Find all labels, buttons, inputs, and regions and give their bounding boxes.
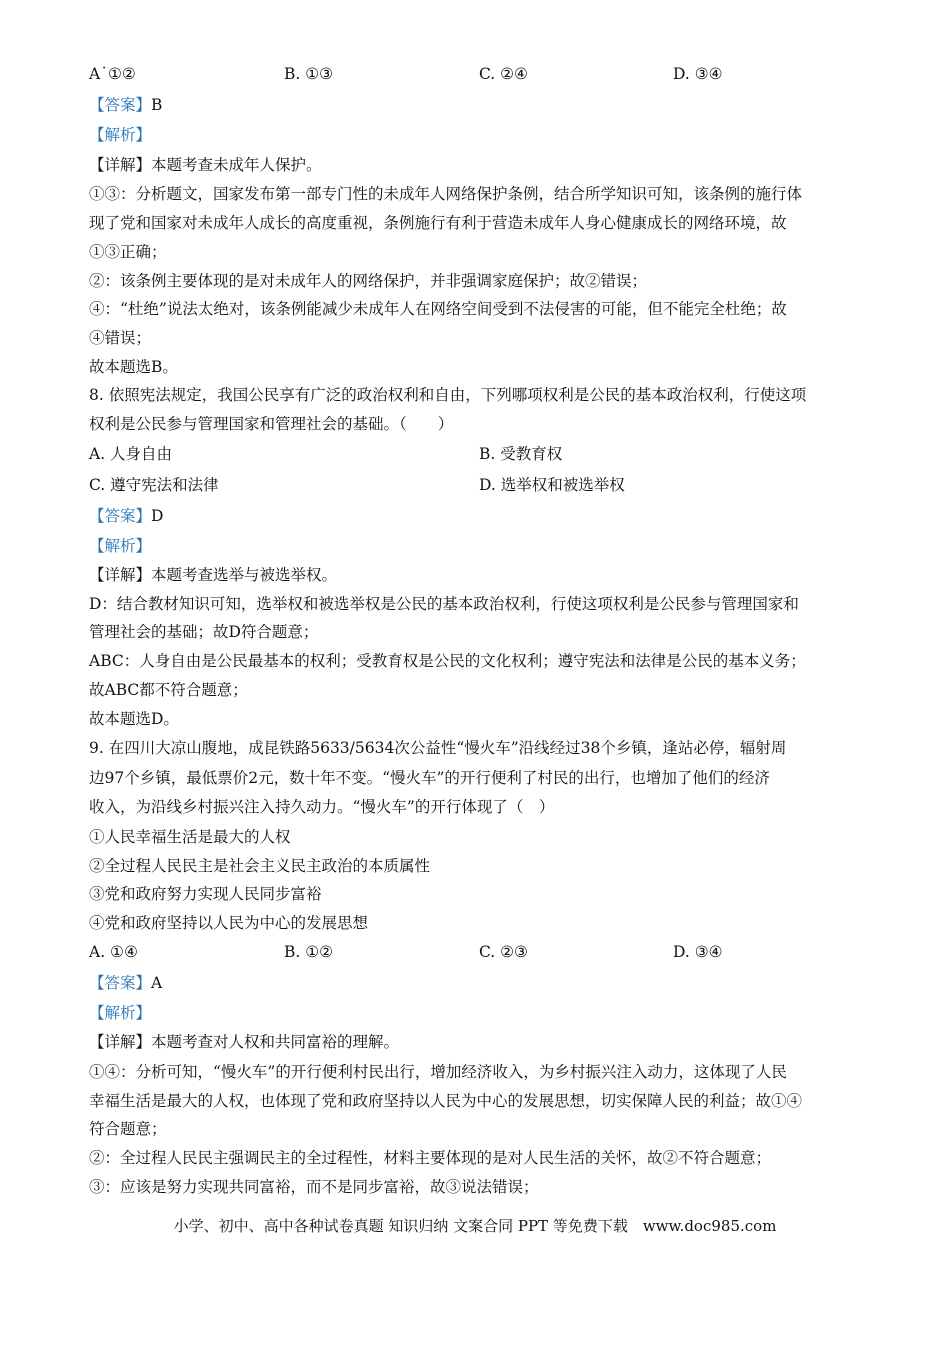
answer-tag: 【答案】 [89, 507, 152, 525]
detail-text: 本题考查未成年人保护。 [151, 156, 322, 174]
answer-value: D [151, 507, 164, 525]
page-footer: 小学、初中、高中各种试卷真题 知识归纳 文案合同 PPT 等免费下载 www.doc985.com [173, 1217, 777, 1235]
q9-analysis-tag: 【解析】 [89, 1004, 152, 1022]
q9-detail-line: ③：应该是努力实现共同富裕，而不是同步富裕，故③说法错误； [89, 1178, 539, 1196]
q8-detail-line: ABC：人身自由是公民最基本的权利；受教育权是公民的文化权利；遵守宪法和法律是公民的基本义务； [89, 652, 806, 670]
q7-detail-line: ④：“杜绝”说法太绝对，该条例能减少未成年人在网络空间受到不法侵害的可能，但不能完全杜绝；故 [89, 300, 787, 318]
q9-option-c: C. ②③ [479, 943, 528, 961]
q9-detail-line: ①④：分析可知，“慢火车”的开行便利村民出行，增加经济收入，为乡村振兴注入动力，这体现了人民 [89, 1063, 787, 1081]
q8-option-b: B. 受教育权 [479, 445, 563, 463]
q8-detail-line: 故本题选D。 [89, 710, 179, 728]
detail-tag: 【详解】 [89, 566, 152, 584]
q9-statement: ④党和政府坚持以人民为中心的发展思想 [89, 914, 369, 932]
q7-option-c: C. ②④ [479, 65, 528, 83]
q9-option-d: D. ③④ [673, 943, 723, 961]
q8-detail-line: D：结合教材知识可知，选举权和被选举权是公民的基本政治权利，行使这项权利是公民参与管理国家和 [89, 595, 799, 613]
q9-option-b: B. ①② [284, 943, 334, 961]
q7-detail-line: 故本题选B。 [89, 358, 178, 376]
q7-option-b: B. ①③ [284, 65, 334, 83]
detail-tag: 【详解】 [89, 1033, 152, 1051]
q8-analysis-tag: 【解析】 [89, 537, 152, 555]
q7-answer [89, 95, 162, 115]
q7-detail-line: ②：该条例主要体现的是对未成年人的网络保护，并非强调家庭保护；故②错误； [89, 272, 648, 290]
q8-option-a: A. 人身自由 [89, 445, 173, 463]
q8-stem-line: 权利是公民参与管理国家和管理社会的基础。（ ） [89, 415, 454, 433]
q8-detail-line: 管理社会的基础；故D符合题意； [89, 623, 319, 641]
q9-statement: ②全过程人民民主是社会主义民主政治的本质属性 [89, 857, 431, 875]
q9-stem-line: 收入，为沿线乡村振兴注入持久动力。“慢火车”的开行体现了（ ） [89, 798, 555, 816]
q7-detail-line: 现了党和国家对未成年人成长的高度重视，条例施行有利于营造未成年人身心健康成长的网络环境，故 [89, 214, 787, 232]
q8-options-row1 [89, 444, 869, 464]
q8-stem-line: 8. 依照宪法规定，我国公民享有广泛的政治权利和自由，下列哪项权利是公民的基本政治权利，行使这项 [89, 386, 807, 404]
answer-tag: 【答案】 [89, 974, 152, 992]
q9-detail-line [89, 1032, 399, 1052]
q7-analysis-tag: 【解析】 [89, 126, 152, 144]
q7-options [89, 64, 869, 84]
q9-detail-line: ②：全过程人民民主强调民主的全过程性，材料主要体现的是对人民生活的关怀，故②不符合题意； [89, 1149, 772, 1167]
q7-detail-line: ①③：分析题文，国家发布第一部专门性的未成年人网络保护条例，结合所学知识可知，该条例的施行体 [89, 185, 803, 203]
q9-statement: ③党和政府努力实现人民同步富裕 [89, 885, 322, 903]
answer-tag: 【答案】 [89, 96, 152, 114]
q8-detail-line: 故ABC都不符合题意； [89, 681, 248, 699]
answer-value: B [151, 96, 163, 114]
q7-detail-line: ①③正确； [89, 243, 167, 261]
q9-detail-line: 符合题意； [89, 1120, 167, 1138]
q7-option-d: D. ③④ [673, 65, 723, 83]
q8-answer [89, 506, 163, 526]
q9-options [89, 942, 869, 962]
detail-text: 本题考查对人权和共同富裕的理解。 [151, 1033, 400, 1051]
q8-option-d: D. 选举权和被选举权 [479, 476, 625, 494]
detail-tag: 【详解】 [89, 156, 152, 174]
q7-detail-line [89, 155, 322, 175]
q9-statement: ①人民幸福生活是最大的人权 [89, 828, 291, 846]
q7-detail-line: ④错误； [89, 329, 152, 347]
q8-options-row2 [89, 475, 869, 495]
q7-option-a: A˙①② [89, 65, 136, 83]
q9-option-a: A. ①④ [89, 943, 138, 961]
q8-option-c: C. 遵守宪法和法律 [89, 476, 219, 494]
detail-text: 本题考查选举与被选举权。 [151, 566, 338, 584]
q9-stem-line: 边97个乡镇，最低票价2元，数十年不变。“慢火车”的开行便利了村民的出行，也增加了他们的经济 [89, 769, 770, 787]
answer-value: A [151, 974, 163, 992]
q8-detail-line [89, 565, 337, 585]
q9-stem-line: 9. 在四川大凉山腹地，成昆铁路5633/5634次公益性“慢火车”沿线经过38个乡镇，逢站必停，辐射周 [89, 739, 787, 757]
q9-answer [89, 973, 162, 993]
q9-detail-line: 幸福生活是最大的人权，也体现了党和政府坚持以人民为中心的发展思想，切实保障人民的利益；故①④ [89, 1092, 803, 1110]
